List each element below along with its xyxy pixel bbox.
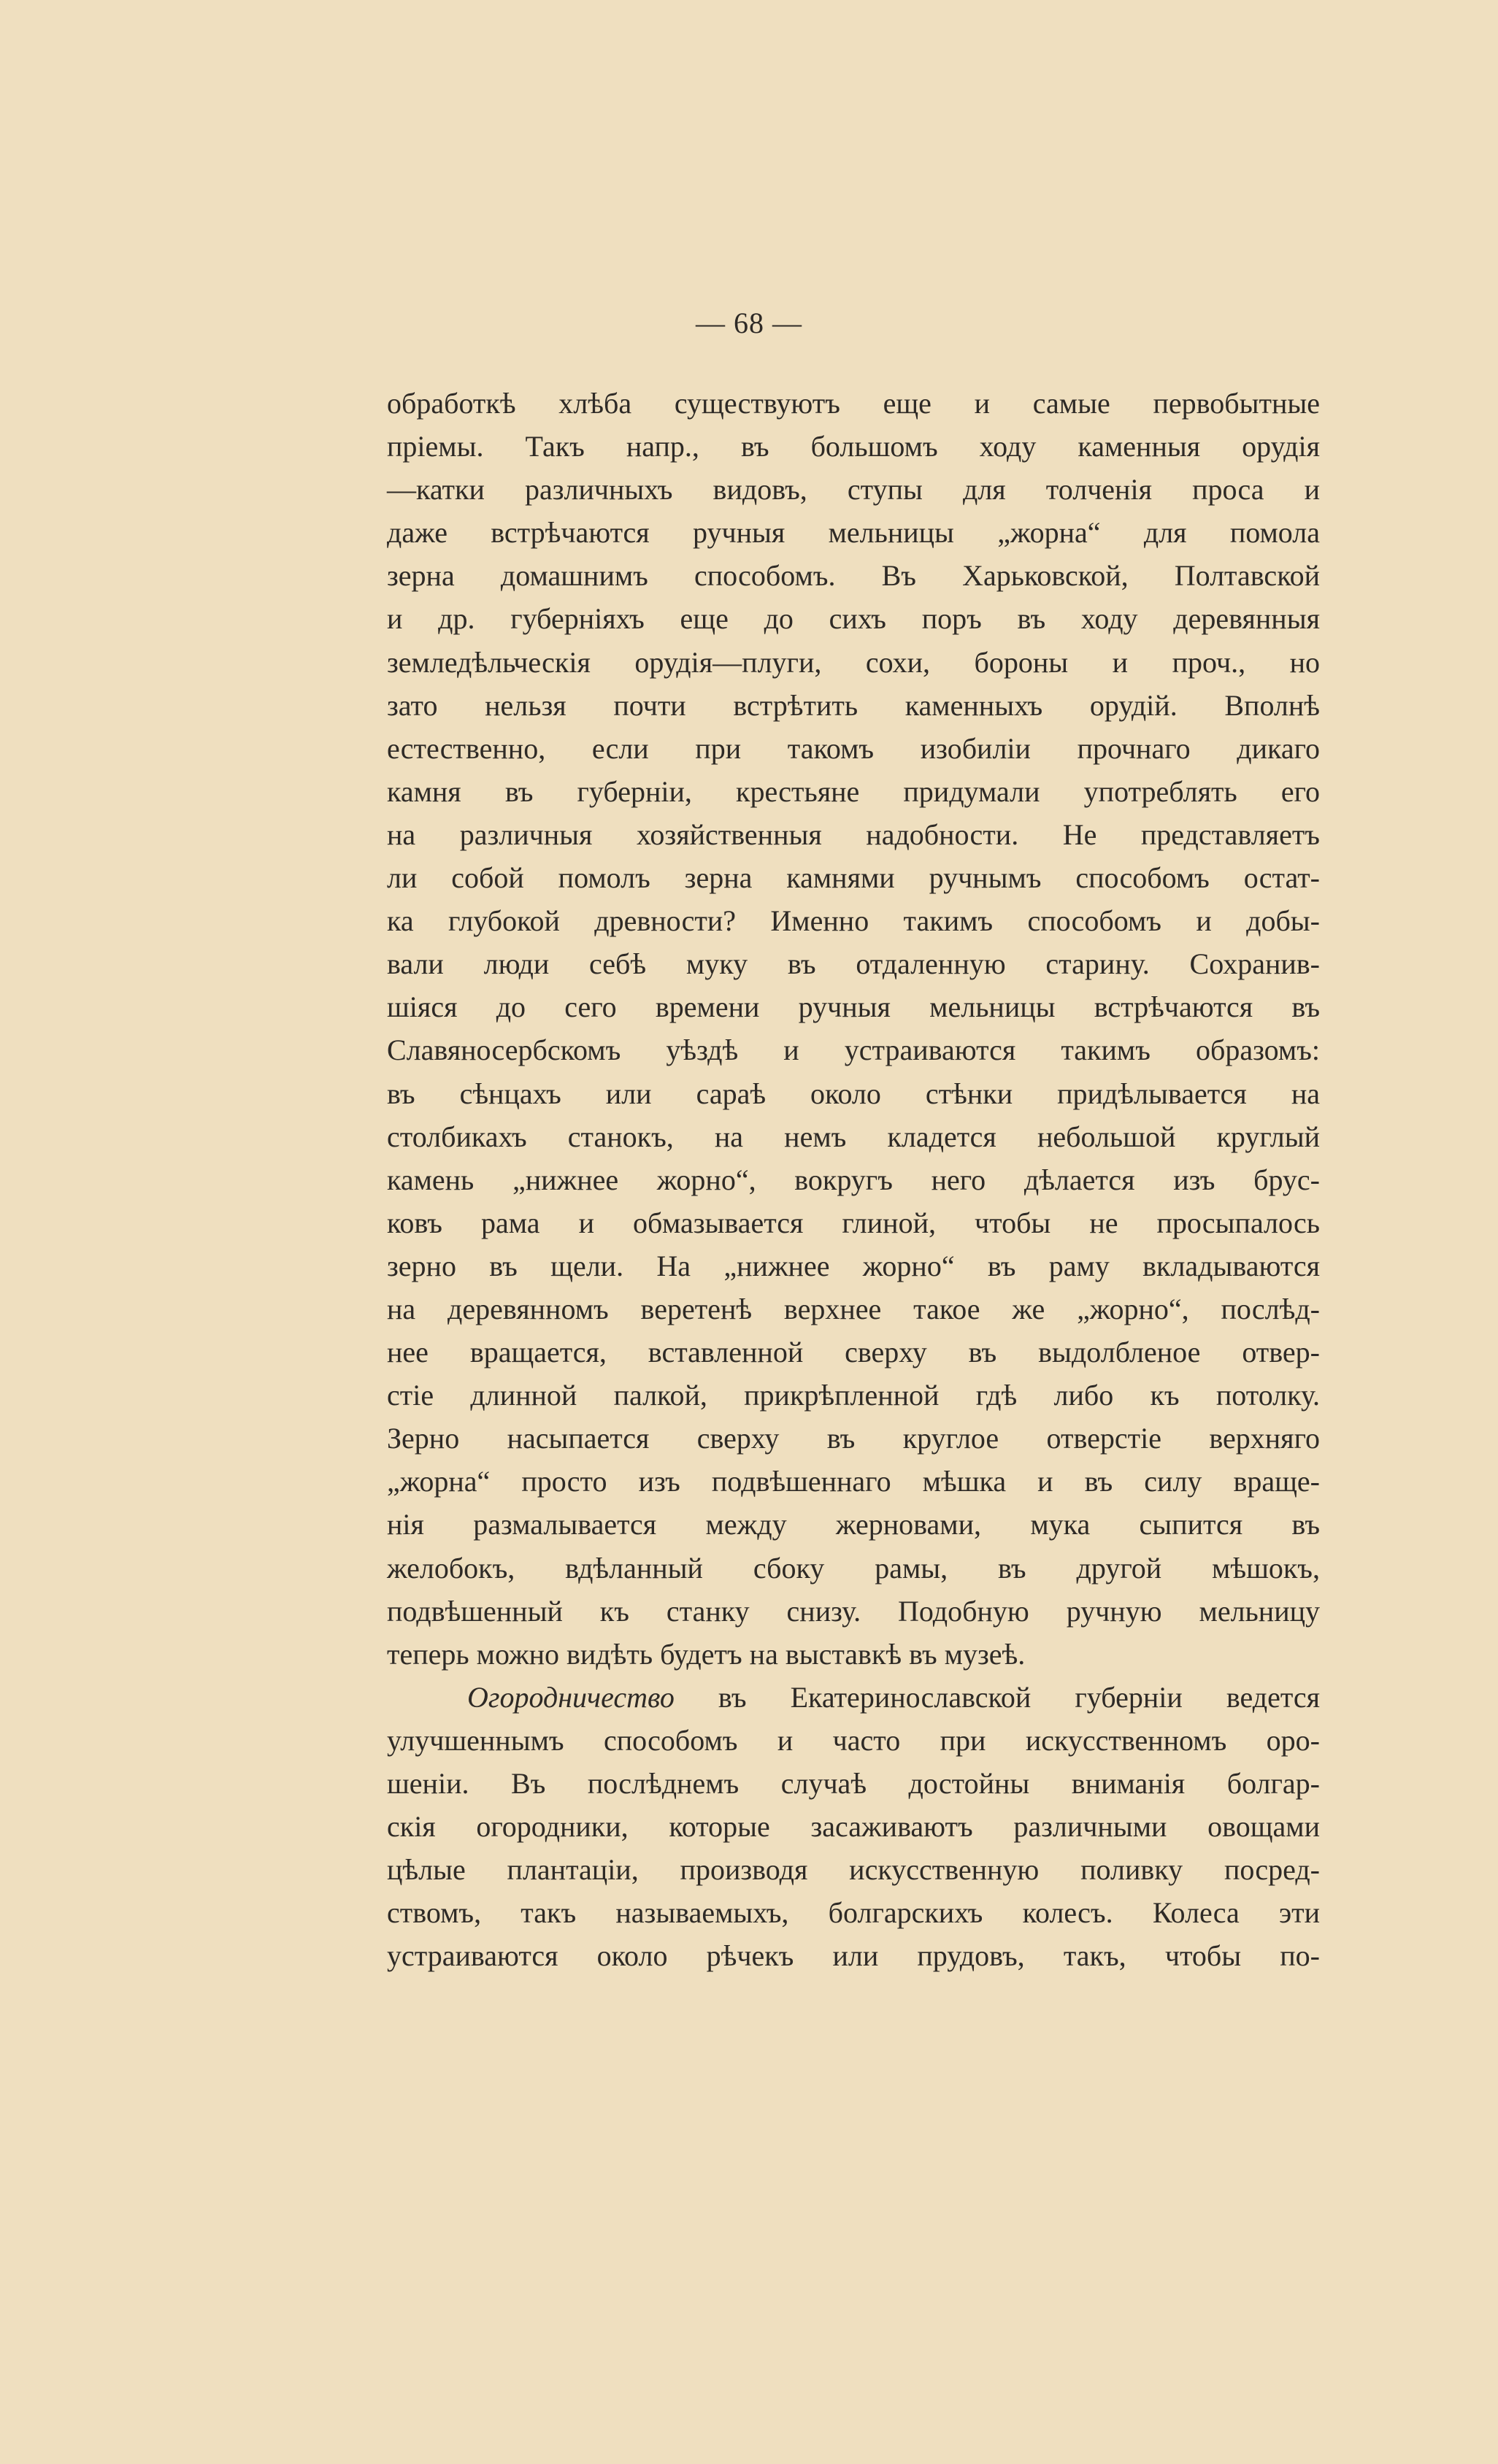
text-line: и др. губерніяхъ еще до сихъ поръ въ ходу деревянныя: [387, 602, 1320, 636]
paragraph: [387, 382, 1320, 1676]
text-line: желобокъ, вдѣланный сбоку рамы, въ другой мѣшокъ,: [387, 1551, 1320, 1585]
text-run: въ Екатеринославской губерніи ведется: [674, 1680, 1320, 1714]
text-line: „жорна“ просто изъ подвѣшеннаго мѣшка и въ силу враще-: [387, 1465, 1320, 1498]
text-line: на различныя хозяйственныя надобности. Не представляетъ: [387, 817, 1320, 851]
text-line: вали люди себѣ муку въ отдаленную старину. Сохранив-: [387, 947, 1320, 981]
paragraph: [387, 1676, 1320, 1978]
text-line: ствомъ, такъ называемыхъ, болгарскихъ колесъ. Колеса эти: [387, 1896, 1320, 1930]
text-line: обработкѣ хлѣба существуютъ еще и самые первобытные: [387, 387, 1320, 420]
text-line: теперь можно видѣть будетъ на выставкѣ въ музеѣ.: [387, 1637, 1026, 1671]
text-line: ковъ рама и обмазывается глиной, чтобы не просыпалось: [387, 1206, 1320, 1239]
text-line: въ сѣнцахъ или сараѣ около стѣнки придѣлывается на: [387, 1077, 1320, 1110]
text-line: на деревянномъ веретенѣ верхнее такое же „жорно“, послѣд-: [387, 1292, 1320, 1325]
text-line: зерна домашнимъ способомъ. Въ Харьковской, Полтавской: [387, 559, 1320, 593]
text-line: стіе длинной палкой, прикрѣпленной гдѣ либо къ потолку.: [387, 1379, 1320, 1412]
text-line: скія огородники, которые засаживаютъ различными овощами: [387, 1810, 1320, 1844]
text-line: цѣлые плантаціи, производя искусственную поливку посред-: [387, 1853, 1320, 1887]
text-line: зерно въ щели. На „нижнее жорно“ въ раму вкладываются: [387, 1249, 1320, 1282]
italic-term: Огородничество: [467, 1680, 675, 1714]
text-line: зато нельзя почти встрѣтить каменныхъ орудій. Вполнѣ: [387, 688, 1320, 722]
text-line: камень „нижнее жорно“, вокругъ него дѣлается изъ брус-: [387, 1163, 1320, 1196]
text-line: камня въ губерніи, крестьяне придумали употреблять его: [387, 774, 1320, 808]
text-line: —катки различныхъ видовъ, ступы для толченія проса и: [387, 473, 1320, 507]
text-line: Зерно насыпается сверху въ круглое отверстіе верхняго: [387, 1422, 1320, 1455]
text-line: нія размалывается между жерновами, мука сыпится въ: [387, 1508, 1320, 1541]
body-text: [387, 382, 1320, 1977]
page-number: — 68 —: [696, 307, 802, 339]
text-line: устраиваются около рѣчекъ или прудовъ, такъ, чтобы по-: [387, 1939, 1320, 1973]
text-line: ка глубокой древности? Именно такимъ способомъ и добы-: [387, 904, 1320, 938]
text-line: столбикахъ станокъ, на немъ кладется небольшой круглый: [387, 1120, 1320, 1153]
text-line: шеніи. Въ послѣднемъ случаѣ достойны вниманія болгар-: [387, 1767, 1320, 1800]
text-line: пріемы. Такъ напр., въ большомъ ходу каменныя орудія: [387, 430, 1320, 463]
text-line: подвѣшенный къ станку снизу. Подобную ручную мельницу: [387, 1594, 1320, 1628]
text-line: земледѣльческія орудія—плуги, сохи, бороны и проч., но: [387, 645, 1320, 679]
text-line: [387, 1676, 1320, 1719]
text-line: естественно, если при такомъ изобиліи прочнаго дикаго: [387, 731, 1320, 765]
text-line: шіяся до сего времени ручныя мельницы встрѣчаются въ: [387, 990, 1320, 1024]
text-line: Славяносербскомъ уѣздѣ и устраиваются такимъ образомъ:: [387, 1033, 1320, 1067]
text-line: даже встрѣчаются ручныя мельницы „жорна“ для помола: [387, 516, 1320, 550]
text-line: улучшеннымъ способомъ и часто при искусственномъ оро-: [387, 1723, 1320, 1757]
text-line: нее вращается, вставленной сверху въ выдолбленое отвер-: [387, 1336, 1320, 1369]
text-line: ли собой помолъ зерна камнями ручнымъ способомъ остат-: [387, 861, 1320, 895]
